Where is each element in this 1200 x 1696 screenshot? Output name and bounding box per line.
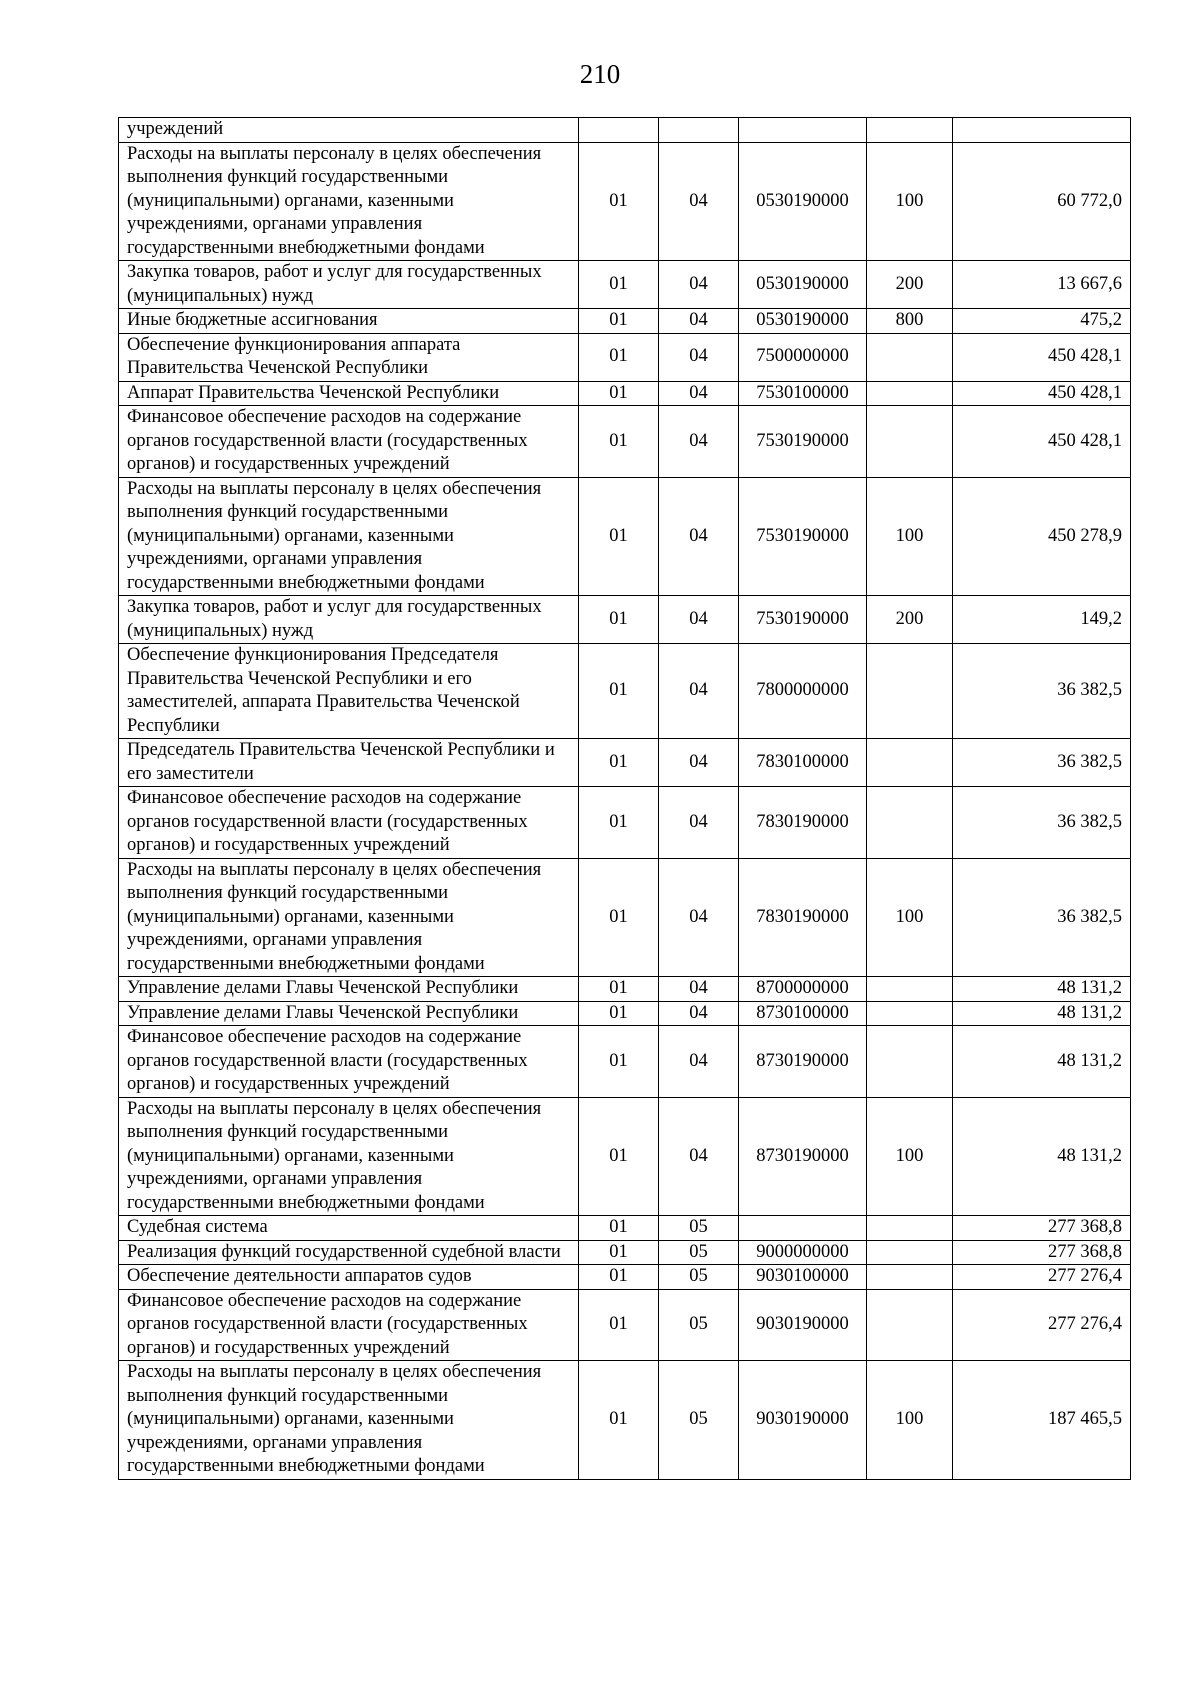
row-section: 01 <box>579 596 659 644</box>
row-target-article: 7530190000 <box>739 406 867 478</box>
row-target-article: 8730190000 <box>739 1026 867 1098</box>
row-expense-type: 200 <box>867 261 953 309</box>
row-target-article <box>739 118 867 143</box>
row-expense-type <box>867 1216 953 1241</box>
row-expense-type <box>867 1265 953 1290</box>
table-row <box>119 309 1131 334</box>
row-expense-type <box>867 977 953 1002</box>
row-name: Закупка товаров, работ и услуг для государственных (муниципальных) нужд <box>119 596 579 644</box>
row-name: Финансовое обеспечение расходов на содержание органов государственной власти (государственных органов) и государственных учреждений <box>119 1289 579 1361</box>
row-section: 01 <box>579 142 659 261</box>
row-target-article: 0530190000 <box>739 309 867 334</box>
row-amount: 48 131,2 <box>953 1026 1131 1098</box>
table-row <box>119 1240 1131 1265</box>
row-subsection: 04 <box>659 333 739 381</box>
table-row <box>119 644 1131 739</box>
row-expense-type <box>867 644 953 739</box>
row-target-article: 7830190000 <box>739 858 867 977</box>
row-section: 01 <box>579 1097 659 1216</box>
row-amount: 277 276,4 <box>953 1289 1131 1361</box>
row-expense-type <box>867 333 953 381</box>
table-row <box>119 381 1131 406</box>
row-section: 01 <box>579 1001 659 1026</box>
row-subsection: 04 <box>659 261 739 309</box>
row-expense-type: 100 <box>867 477 953 596</box>
row-name: Расходы на выплаты персоналу в целях обеспечения выполнения функций государственными (муниципальными) органами, казенными учреждениями, органами управления государственными внебюджетными фондами <box>119 477 579 596</box>
budget-table <box>118 117 1131 1480</box>
row-name: Расходы на выплаты персоналу в целях обеспечения выполнения функций государственными (муниципальными) органами, казенными учреждениями, органами управления государственными внебюджетными фондами <box>119 142 579 261</box>
row-subsection: 04 <box>659 142 739 261</box>
row-amount: 36 382,5 <box>953 644 1131 739</box>
row-amount: 36 382,5 <box>953 787 1131 859</box>
row-expense-type <box>867 787 953 859</box>
row-name: Управление делами Главы Чеченской Республики <box>119 1001 579 1026</box>
row-section: 01 <box>579 477 659 596</box>
row-target-article: 7500000000 <box>739 333 867 381</box>
row-target-article: 7530190000 <box>739 477 867 596</box>
row-section: 01 <box>579 381 659 406</box>
row-section: 01 <box>579 309 659 334</box>
row-section: 01 <box>579 977 659 1002</box>
row-name: Расходы на выплаты персоналу в целях обеспечения выполнения функций государственными (муниципальными) органами, казенными учреждениями, органами управления государственными внебюджетными фондами <box>119 1361 579 1480</box>
row-amount: 277 368,8 <box>953 1240 1131 1265</box>
row-amount: 48 131,2 <box>953 1001 1131 1026</box>
row-subsection: 05 <box>659 1265 739 1290</box>
row-target-article: 7530100000 <box>739 381 867 406</box>
row-expense-type: 800 <box>867 309 953 334</box>
table-row <box>119 142 1131 261</box>
row-expense-type: 100 <box>867 1097 953 1216</box>
row-subsection: 04 <box>659 739 739 787</box>
row-section: 01 <box>579 787 659 859</box>
budget-table-body <box>119 118 1131 1480</box>
row-name: Расходы на выплаты персоналу в целях обеспечения выполнения функций государственными (муниципальными) органами, казенными учреждениями, органами управления государственными внебюджетными фондами <box>119 858 579 977</box>
row-subsection: 04 <box>659 477 739 596</box>
row-subsection: 04 <box>659 858 739 977</box>
table-row <box>119 333 1131 381</box>
row-amount: 277 276,4 <box>953 1265 1131 1290</box>
row-name: Финансовое обеспечение расходов на содержание органов государственной власти (государственных органов) и государственных учреждений <box>119 406 579 478</box>
row-subsection: 04 <box>659 1026 739 1098</box>
row-section: 01 <box>579 1265 659 1290</box>
row-subsection: 04 <box>659 1001 739 1026</box>
row-section: 01 <box>579 1289 659 1361</box>
row-target-article: 8730100000 <box>739 1001 867 1026</box>
row-name: Управление делами Главы Чеченской Республики <box>119 977 579 1002</box>
row-section: 01 <box>579 858 659 977</box>
row-expense-type: 200 <box>867 596 953 644</box>
row-amount: 450 428,1 <box>953 381 1131 406</box>
row-amount: 149,2 <box>953 596 1131 644</box>
row-expense-type <box>867 1001 953 1026</box>
table-row <box>119 261 1131 309</box>
row-name: Реализация функций государственной судебной власти <box>119 1240 579 1265</box>
row-target-article: 0530190000 <box>739 142 867 261</box>
row-name: Обеспечение функционирования аппарата Правительства Чеченской Республики <box>119 333 579 381</box>
row-amount: 13 667,6 <box>953 261 1131 309</box>
row-subsection: 04 <box>659 977 739 1002</box>
table-row <box>119 477 1131 596</box>
table-row <box>119 1216 1131 1241</box>
row-target-article: 9030190000 <box>739 1289 867 1361</box>
row-subsection: 05 <box>659 1361 739 1480</box>
row-expense-type <box>867 118 953 143</box>
row-target-article: 9030190000 <box>739 1361 867 1480</box>
row-section: 01 <box>579 406 659 478</box>
row-section: 01 <box>579 739 659 787</box>
row-subsection: 04 <box>659 787 739 859</box>
row-expense-type: 100 <box>867 1361 953 1480</box>
row-target-article: 9030100000 <box>739 1265 867 1290</box>
row-amount: 36 382,5 <box>953 858 1131 977</box>
row-target-article: 0530190000 <box>739 261 867 309</box>
row-target-article: 8730190000 <box>739 1097 867 1216</box>
row-section: 01 <box>579 644 659 739</box>
row-expense-type: 100 <box>867 142 953 261</box>
row-section: 01 <box>579 333 659 381</box>
row-subsection: 04 <box>659 1097 739 1216</box>
table-row <box>119 977 1131 1002</box>
row-amount: 450 428,1 <box>953 333 1131 381</box>
row-name: Обеспечение функционирования Председателя Правительства Чеченской Республики и его заместителей, аппарата Правительства Чеченской Республики <box>119 644 579 739</box>
row-name: учреждений <box>119 118 579 143</box>
table-row <box>119 1289 1131 1361</box>
row-amount: 277 368,8 <box>953 1216 1131 1241</box>
row-section <box>579 118 659 143</box>
row-name: Судебная система <box>119 1216 579 1241</box>
row-name: Расходы на выплаты персоналу в целях обеспечения выполнения функций государственными (муниципальными) органами, казенными учреждениями, органами управления государственными внебюджетными фондами <box>119 1097 579 1216</box>
row-amount <box>953 118 1131 143</box>
row-target-article: 7830100000 <box>739 739 867 787</box>
row-section: 01 <box>579 1216 659 1241</box>
row-subsection: 04 <box>659 644 739 739</box>
table-row <box>119 1026 1131 1098</box>
table-row <box>119 596 1131 644</box>
table-row <box>119 406 1131 478</box>
row-section: 01 <box>579 1240 659 1265</box>
table-row <box>119 118 1131 143</box>
row-expense-type <box>867 1240 953 1265</box>
row-amount: 48 131,2 <box>953 1097 1131 1216</box>
row-amount: 60 772,0 <box>953 142 1131 261</box>
row-target-article: 7830190000 <box>739 787 867 859</box>
row-name: Иные бюджетные ассигнования <box>119 309 579 334</box>
row-expense-type <box>867 406 953 478</box>
row-name: Финансовое обеспечение расходов на содержание органов государственной власти (государственных органов) и государственных учреждений <box>119 787 579 859</box>
row-target-article <box>739 1216 867 1241</box>
row-target-article: 9000000000 <box>739 1240 867 1265</box>
table-row <box>119 1361 1131 1480</box>
row-name: Финансовое обеспечение расходов на содержание органов государственной власти (государственных органов) и государственных учреждений <box>119 1026 579 1098</box>
row-amount: 475,2 <box>953 309 1131 334</box>
row-name: Аппарат Правительства Чеченской Республики <box>119 381 579 406</box>
row-amount: 48 131,2 <box>953 977 1131 1002</box>
table-row <box>119 858 1131 977</box>
table-row <box>119 1097 1131 1216</box>
row-subsection: 04 <box>659 406 739 478</box>
row-expense-type <box>867 1289 953 1361</box>
table-row <box>119 1001 1131 1026</box>
table-row <box>119 739 1131 787</box>
row-amount: 450 428,1 <box>953 406 1131 478</box>
row-subsection: 05 <box>659 1240 739 1265</box>
row-amount: 36 382,5 <box>953 739 1131 787</box>
row-name: Обеспечение деятельности аппаратов судов <box>119 1265 579 1290</box>
row-target-article: 7530190000 <box>739 596 867 644</box>
row-subsection <box>659 118 739 143</box>
row-subsection: 04 <box>659 596 739 644</box>
page-number: 210 <box>579 59 621 89</box>
row-target-article: 8700000000 <box>739 977 867 1002</box>
row-section: 01 <box>579 261 659 309</box>
row-subsection: 04 <box>659 309 739 334</box>
row-amount: 187 465,5 <box>953 1361 1131 1480</box>
row-name: Председатель Правительства Чеченской Республики и его заместители <box>119 739 579 787</box>
table-row <box>119 787 1131 859</box>
row-subsection: 05 <box>659 1216 739 1241</box>
row-section: 01 <box>579 1026 659 1098</box>
row-name: Закупка товаров, работ и услуг для государственных (муниципальных) нужд <box>119 261 579 309</box>
row-expense-type: 100 <box>867 858 953 977</box>
row-expense-type <box>867 739 953 787</box>
table-row <box>119 1265 1131 1290</box>
row-target-article: 7800000000 <box>739 644 867 739</box>
row-amount: 450 278,9 <box>953 477 1131 596</box>
row-subsection: 05 <box>659 1289 739 1361</box>
row-expense-type <box>867 381 953 406</box>
row-subsection: 04 <box>659 381 739 406</box>
row-section: 01 <box>579 1361 659 1480</box>
row-expense-type <box>867 1026 953 1098</box>
